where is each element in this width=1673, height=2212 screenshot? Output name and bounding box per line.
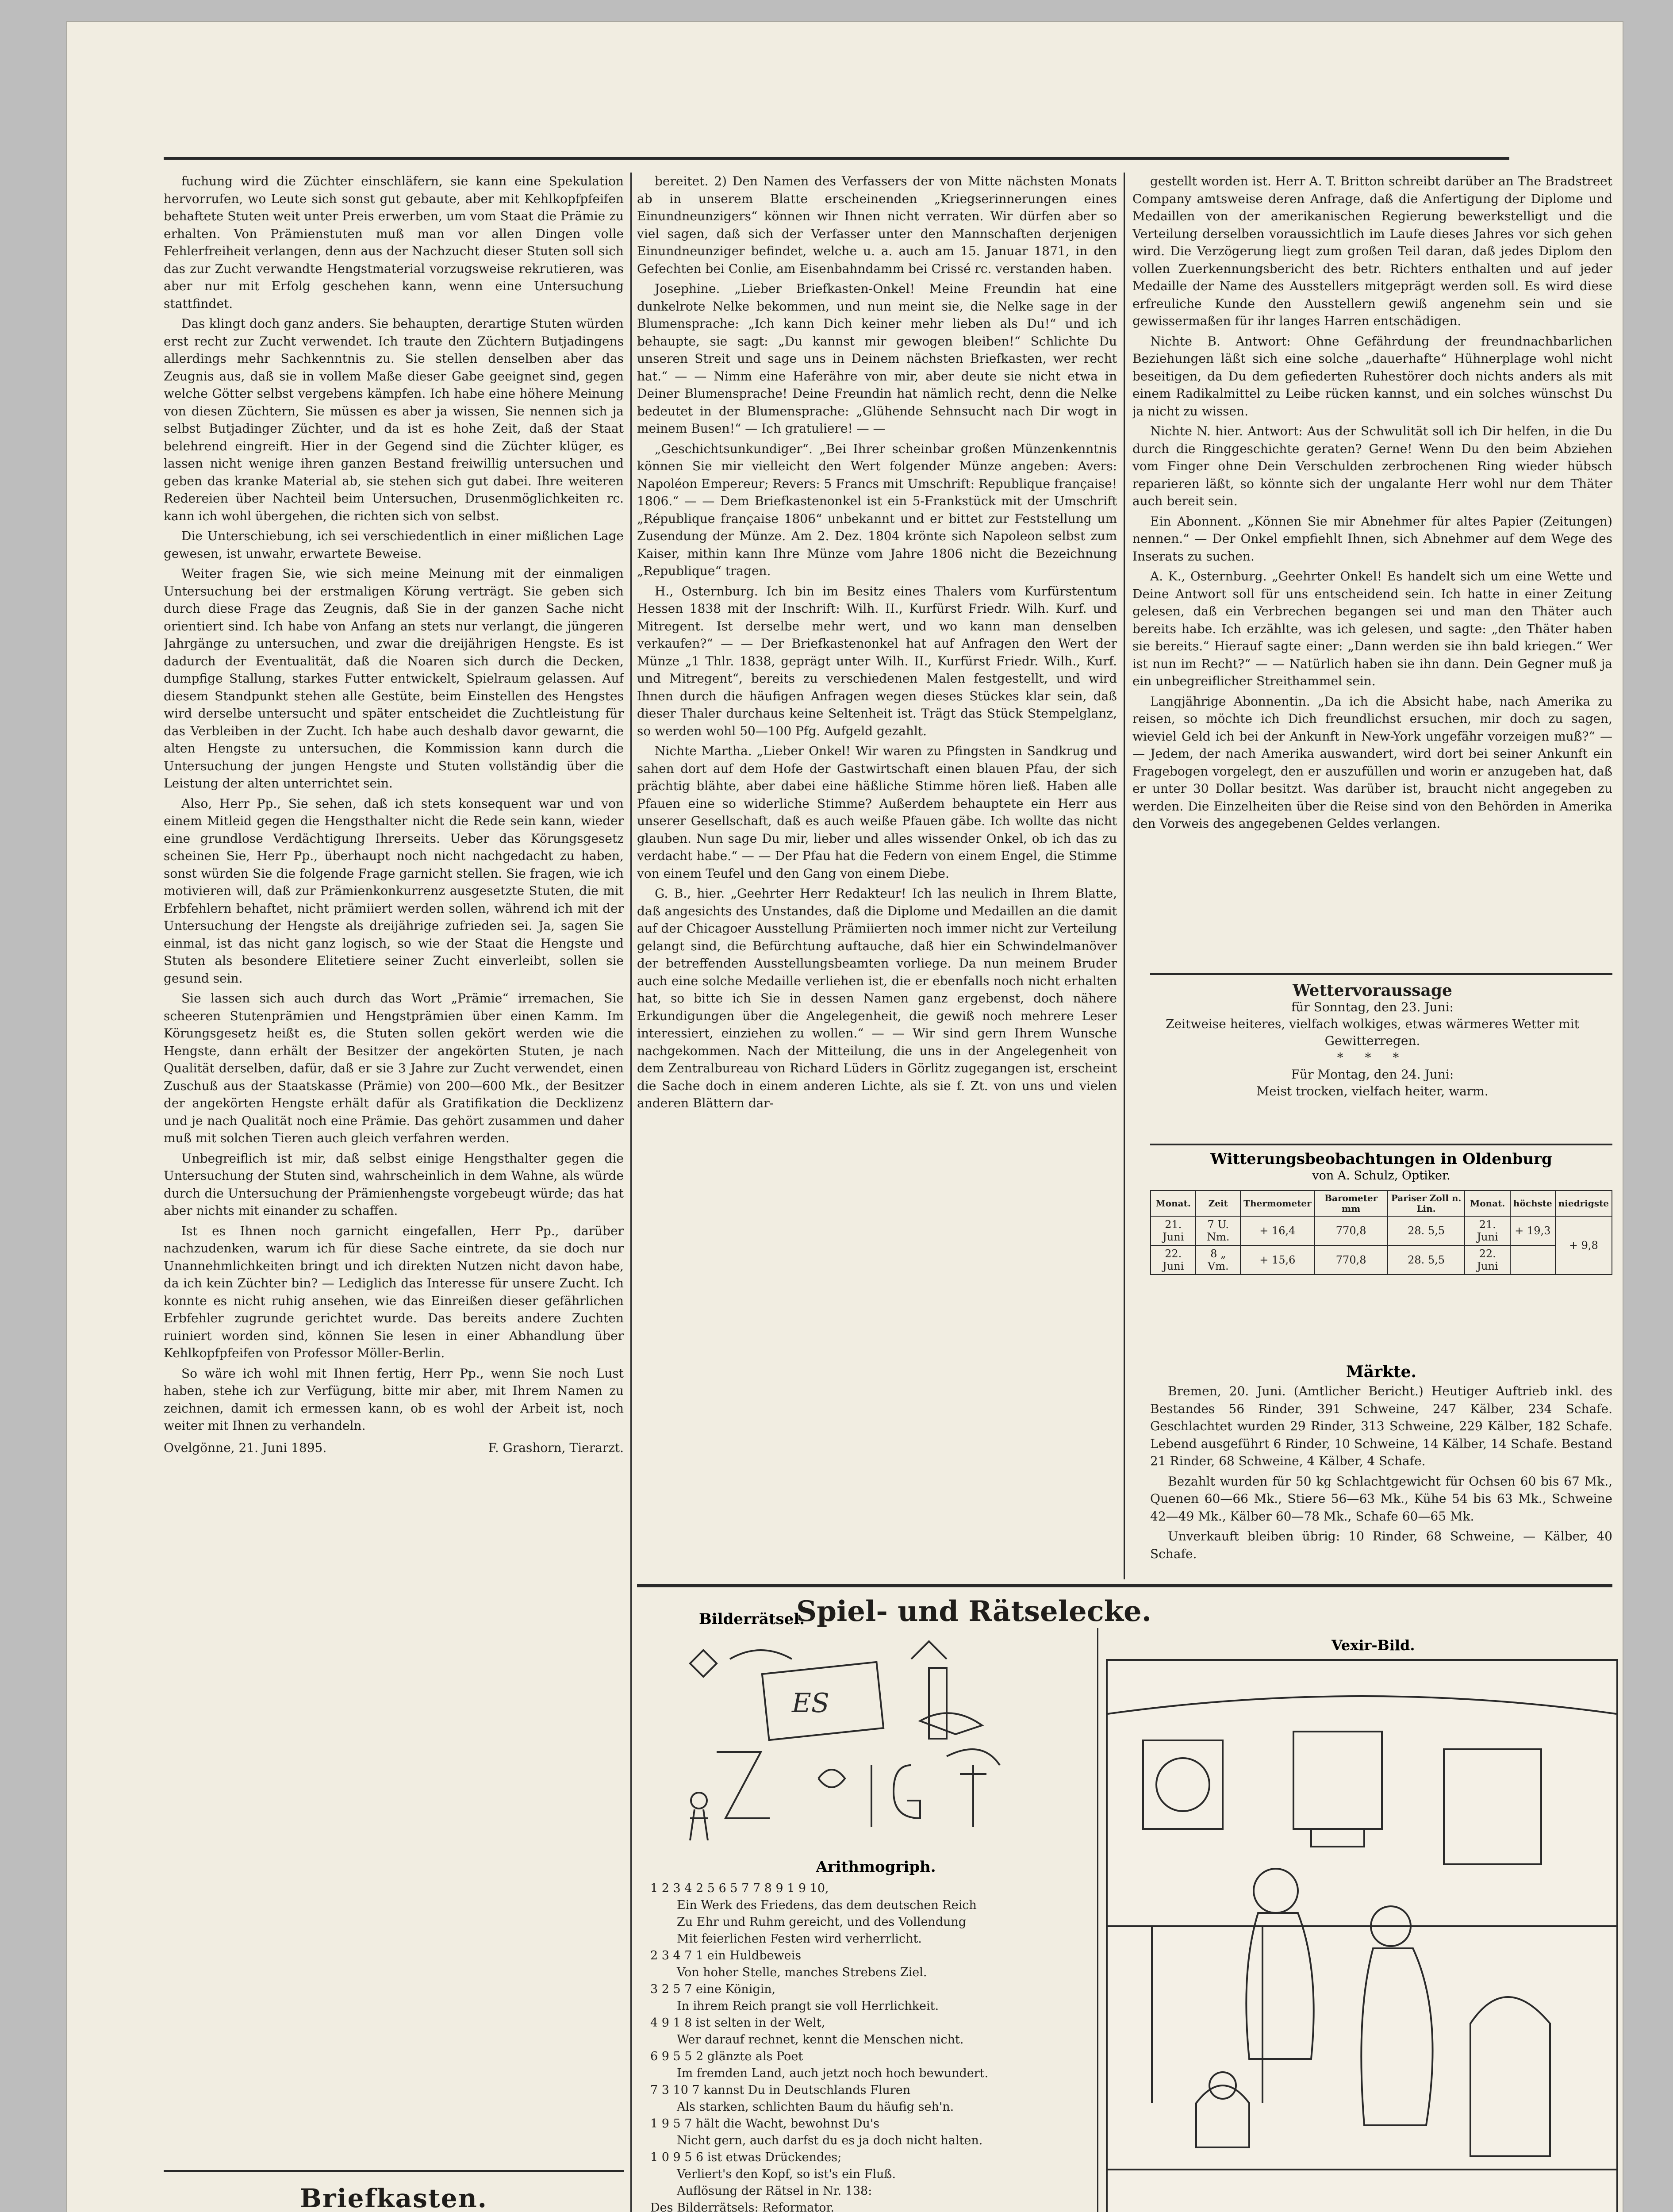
paragraph: Bezahlt wurden für 50 kg Schlachtgewicht für Ochsen 60 bis 67 Mk., Quenen 60—66 Mk., Stiere 56—63 Mk., Kühe 54 bis 63 Mk., Schweine 42—49 Mk., Kälber 60—78 Mk., Schafe 60—65 Mk. (1150, 1474, 1612, 1524)
paragraph: Nichte B. Antwort: Ohne Gefährdung der freundnachbarlichen Beziehungen läßt sich eine solche „dauerhafte“ Hühnerplage wohl nicht beseitigen, da Du dem gefiederten Ruhestörer doch nichts anders als mit einem Radikalmittel zu Leibe rücken kannst, und ein solches wünschst Du ja nicht zu wissen. (1132, 334, 1612, 419)
paragraph: Ist es Ihnen noch garnicht eingefallen, Herr Pp., darüber nachzudenken, warum ich für diese Sache eintrete, da sie doch nur Unannehmlichkeiten bringt und ich direkten Nutzen nicht davon habe, da ich kein Züchter bin? — Lediglich das Interesse für unsere Zucht. Ich konnte es nicht ruhig ansehen, wie das Einreißen dieser gefährlichen Erbfehler zugrunde gerichtet wurde. Das bereits andere Zuchten ruiniert worden sind, können Sie lesen in einer Abhandlung über Kehlkopfpfeifen von Professor Möller-Berlin. (164, 1223, 624, 1360)
observations-subtitle: von A. Schulz, Optiker. (1312, 1169, 1450, 1183)
paragraph: So wäre ich wohl mit Ihnen fertig, Herr Pp., wenn Sie noch Lust haben, stehe ich zur Verfügung, bitte mir aber, mit Ihrem Namen zu zeichnen, damit ich ermessen kann, ob es wohl der Arbeit ist, noch weiter mit Ihnen zu verhandeln. (164, 1366, 624, 1433)
paragraph: Josephine. „Lieber Briefkasten-Onkel! Meine Freundin hat eine dunkelrote Nelke bekommen, und nun meint sie, die Nelke sage in der Blumensprache: „Ich kann Dich keiner mehr lieben als Du!“ und ich behaupte, sie sagt: „Du kannst mir gewogen bleiben!“ Schlichte Du unseren Streit und sage uns in Deinem nächsten Briefkasten, wer recht hat.“ — — Nimm eine Haferähre von mir, aber deute sie nicht etwa in Deiner Blumensprache! Deine Freundin hat nämlich recht, denn die Nelke bedeutet in der Blumensprache: „Glühende Sehnsucht nach Dir wogt in meinem Busen!“ — Ich gratuliere! — — (637, 281, 1117, 436)
weather-title: Wettervoraussage (1293, 981, 1452, 1000)
signature-name: F. Grashorn, Tierarzt. (488, 1440, 624, 1455)
paragraph: A. K., Osternburg. „Geehrter Onkel! Es handelt sich um eine Wette und Deine Antwort soll für uns entscheidend sein. Ich hatte in einer Zeitung gelesen, daß ein Verbrechen begangen sei und man den Thäter auch bereits habe. Ich erzählte, was ich gelesen, und sagte: „den Thäter haben sie bereits.“ Hierauf sagte einer: „Dann werden sie ihn bald kriegen.“ Wer ist nun im Recht?“ — — Natürlich haben sie ihn dann. Dein Gegner muß ja ein unbegreiflicher Streithammel sein. (1132, 569, 1612, 688)
table-cell: + 16,4 (1240, 1216, 1315, 1245)
table-header: Pariser Zoll n. Lin. (1388, 1190, 1465, 1216)
rebus-illustration (664, 1632, 1026, 1854)
puzzle-line: 6 9 5 5 2 glänzte als Poet (650, 2050, 803, 2063)
paragraph: Bremen, 20. Juni. (Amtlicher Bericht.) Heutiger Auftrieb inkl. des Bestandes 56 Rinder, 391 Schweine, 247 Kälber, 234 Schafe. Geschlachtet wurden 29 Rinder, 313 Schweine, 229 Kälber, 182 Schafe. Lebend ausgeführt 6 Rinder, 10 Schweine, 14 Kälber, 14 Schafe. Bestand 21 Rinder, 68 Schweine, 4 Kälber, 4 Schafe. (1150, 1384, 1612, 1468)
table-cell: 770,8 (1315, 1216, 1388, 1245)
paragraph: Langjährige Abonnentin. „Da ich die Absicht habe, nach Amerika zu reisen, so möchte ich Dich freundlichst ersuchen, mir doch zu sagen, wieviel Geld ich bei der Ankunft in New-York ungefähr vorzeigen muß?“ — — Jedem, der nach Amerika auswandert, wird dort bei seiner Ankunft ein Fragebogen vorgelegt, den er auszufüllen und worin er anzugeben hat, daß er unter 30 Dollar besitzt. Was darüber ist, braucht nicht angegeben zu werden. Die Einzelheiten über die Reise sind von den Behörden in Amerika den Vorweis des angegebenen Geldes verlangen. (1132, 694, 1612, 831)
paragraph: Nichte N. hier. Antwort: Aus der Schwulität soll ich Dir helfen, in die Du durch die Ringgeschichte geraten? Gerne! Wenn Du den beim Abziehen vom Finger ohne Dein Verschulden zerbrochenen Ring wieder hübsch reparieren läßt, so könnte sich der ungalante Herr wohl nur dem Thäter auch bereit sein. (1132, 424, 1612, 508)
table-cell: 22. Juni (1151, 1245, 1196, 1275)
paragraph: Die Unterschiebung, ich sei verschiedentlich in einer mißlichen Lage gewesen, ist unwahr, erwartete Beweise. (164, 529, 624, 561)
column-divider (1124, 173, 1125, 1579)
paragraph: fuchung wird die Züchter einschläfern, sie kann eine Spekulation hervorrufen, wo Leute sich sonst gut gebaute, aber mit Kehlkopfpfeifen behaftete Stuten weit unter Preis erwerben, um vom Staat die Prämie zu erhalten. Von Prämienstuten muß man vor allen Dingen volle Fehlerfreiheit verlangen, denn aus der Nachzucht dieser Stuten soll sich das zur Zucht verwandte Hengstmaterial vorzugsweise rekrutieren, was aber nur mit Erfolg geschehen kann, wenn eine Untersuchung stattfindet. (164, 174, 624, 311)
table-cell: 28. 5,5 (1388, 1245, 1465, 1275)
table-cell: 8 „ Vm. (1196, 1245, 1240, 1275)
table-cell: 770,8 (1315, 1245, 1388, 1275)
puzzle-line: Verliert's den Kopf, so ist's ein Fluß. (677, 2167, 896, 2181)
table-header: höchste (1510, 1190, 1555, 1216)
puzzle-line: Von hoher Stelle, manches Strebens Ziel. (677, 1966, 927, 1979)
table-cell: + 9,8 (1555, 1216, 1612, 1275)
paragraph: Ein Abonnent. „Können Sie mir Abnehmer für altes Papier (Zeitungen) nennen.“ — Der Onkel empfiehlt Ihnen, sich Abnehmer auf dem Wege des Inserats zu suchen. (1132, 514, 1612, 564)
puzzle-line: 7 3 10 7 kannst Du in Deutschlands Fluren (650, 2083, 911, 2097)
top-rule (164, 157, 1509, 160)
puzzle-line: Auflösung der Rätsel in Nr. 138: (677, 2184, 872, 2198)
puzzle-line: Wer darauf rechnet, kennt die Menschen nicht. (677, 2033, 964, 2047)
weather-stars: * * * (1337, 1050, 1408, 1065)
puzzle-line: 3 2 5 7 eine Königin, (650, 1982, 776, 1996)
table-header: Monat. (1151, 1190, 1196, 1216)
puzzle-line: Nicht gern, auch darfst du es ja doch nicht halten. (677, 2134, 983, 2147)
vexierbild-label: Vexir-Bild. (1331, 1637, 1415, 1654)
maerkte-title: Märkte. (1346, 1363, 1417, 1381)
paragraph: Weiter fragen Sie, wie sich meine Meinung mit der einmaligen Untersuchung bei der erstmaligen Körung verträgt. Sie geben sich durch diese Frage das Zeugnis, daß Sie in der ganzen Sache nicht orientiert sind. Ich habe von Anfang an stets nur verlangt, die jüngeren Jahrgänge zu untersuchen, und zwar die dreijährigen Hengste. Es ist dadurch der Eventualität, daß die Noaren sich durch die Decken, dumpfige Stallung, starkes Futter entwickelt, Spielraum gelassen. Auf diesem Standpunkt stehen alle Gestüte, beim Einstellen des Hengstes wird derselbe untersucht und später entscheidet die Zuchtleistung für das Verbleiben in der Zucht. Ich habe auch deshalb davor gewarnt, die alten Hengste zu untersuchen, die Kommission kann durch die Untersuchung der jungen Hengste und Stuten vollständig über die Leistung der alten unterrichtet sein. (164, 566, 624, 791)
svg-text:ES: ES (792, 1688, 829, 1719)
table-cell: 7 U. Nm. (1196, 1216, 1240, 1245)
observations-table (1150, 1190, 1612, 1275)
briefkasten-title: Briefkasten. (300, 2183, 487, 2212)
table-header: Thermometer (1240, 1190, 1315, 1216)
table-header: niedrigste (1555, 1190, 1612, 1216)
observations-title: Witterungsbeobachtungen in Oldenburg (1210, 1150, 1552, 1168)
puzzle-line: Mit feierlichen Festen wird verherrlicht. (677, 1932, 922, 1946)
signature-place: Ovelgönne, 21. Juni 1895. (164, 1440, 327, 1455)
table-cell: + 15,6 (1240, 1245, 1315, 1275)
paragraph: „Geschichtsunkundiger“. „Bei Ihrer scheinbar großen Münzenkenntnis können Sie mir vielleicht den Wert folgender Münze angeben: Avers: Napoléon Empereur; Revers: 5 Francs mit Umschrift: Republique française! 1806.“ — — Dem Briefkastenonkel ist ein 5-Frankstück mit der Umschrift „République française 1806“ unbekannt und er bittet zur Feststellung um Zusendung der Münze. Am 2. Dez. 1804 krönte sich Napoleon selbst zum Kaiser, mithin kann Ihre Münze vom Jahre 1806 nicht die Bezeichnung „Republique“ tragen. (637, 441, 1117, 578)
table-header: Zeit (1196, 1190, 1240, 1216)
arithmogriph-text (650, 1880, 1101, 2212)
weather-line: für Sonntag, den 23. Juni: (1291, 1000, 1454, 1014)
paragraph: Unbegreiflich ist mir, daß selbst einige Hengsthalter gegen die Untersuchung der Stuten sind, wahrscheinlich in dem Wahne, als würde durch die Untersuchung der Prämienhengste vorgebeugt würde; das hat aber nichts mit einander zu schaffen. (164, 1151, 624, 1218)
paragraph: Nichte Martha. „Lieber Onkel! Wir waren zu Pfingsten in Sandkrug und sahen dort auf dem Hofe der Gastwirtschaft einen blauen Pfau, der sich prächtig blähte, aber dabei eine häßliche Stimme hören ließ. Haben alle Pfauen eine so widerliche Stimme? Außerdem behauptete ein Herr aus unserer Gesellschaft, daß es auch weiße Pfauen gäbe. Ich wollte das nicht glauben. Nun sage Du mir, lieber und alles wissender Onkel, ob ich das zu verdacht habe.“ — — Der Pfau hat die Federn von einem Engel, die Stimme von einem Teufel und den Gang von einem Diebe. (637, 744, 1117, 881)
table-header: Monat. (1465, 1190, 1510, 1216)
table-cell: 21. Juni (1465, 1216, 1510, 1245)
weather-line: Meist trocken, vielfach heiter, warm. (1256, 1084, 1489, 1098)
column-2 (637, 173, 1117, 1562)
weather-forecast (1132, 982, 1612, 1100)
signature (164, 1439, 624, 1457)
table-cell: 28. 5,5 (1388, 1216, 1465, 1245)
table-header: Barometer mm (1315, 1190, 1388, 1216)
column-1 (164, 173, 624, 2150)
paragraph: H., Osternburg. Ich bin im Besitz eines Thalers vom Kurfürstentum Hessen 1838 mit der Inschrift: Wilh. II., Kurfürst Friedr. Wilh. Kurf. und Mitregent. Ist derselbe mehr wert, und wo kann man denselben verkaufen?“ — — Der Briefkastenonkel hat auf Anfragen den Wert der Münze „1 Thlr. 1838, geprägt unter Wilh. II., Kurfürst Friedr. Wilh., Kurf. und Mitregent“, bereits zu verschiedenen Malen festgestellt, und wird Ihnen durch die häufigen Anfragen wegen dieses Stückes klar sein, daß dieser Thaler durchaus keine Seltenheit ist. Trägt das Stück Stempelglanz, so werden wohl 50—100 Pfg. Aufgeld gezahlt. (637, 584, 1117, 738)
section-rule (1150, 973, 1612, 975)
paragraph: Sie lassen sich auch durch das Wort „Prämie“ irremachen, Sie scheeren Stutenprämien und Hengstprämien über einen Kamm. Im Körungsgesetz heißt es, die Stuten sollen gekört werden wie die Hengste, dann erhält der Besitzer der angekörten Stuten, je nach Qualität derselben, dafür, daß er sie 3 Jahre zur Zucht verwendet, einen Zuschuß aus der Staatskasse (Prämie) von 200—600 Mk., der Besitzer der angekörten Hengste erhält dafür als Gratifikation die Decklizenz und je nach Qualität noch eine Prämie. Das gehört zusammen und daher muß mit solchen Tieren auch gleich verfahren werden. (164, 991, 624, 1145)
puzzle-line: 2 3 4 7 1 ein Huldbeweis (650, 1949, 802, 1962)
weather-line: Für Montag, den 24. Juni: (1291, 1067, 1454, 1082)
vexierbild-illustration (1106, 1659, 1618, 2212)
puzzle-line: Ein Werk des Friedens, das dem deutschen Reich (677, 1898, 977, 1912)
puzzle-line: Im fremden Land, auch jetzt noch hoch bewundert. (677, 2066, 989, 2080)
table-row (1151, 1216, 1612, 1245)
puzzle-heading: Spiel- und Rätselecke. (796, 1595, 1152, 1628)
puzzle-line: Zu Ehr und Ruhm gereicht, und des Vollendung (677, 1915, 967, 1929)
table-cell: + 19,3 (1510, 1216, 1555, 1245)
table-cell (1510, 1245, 1555, 1275)
section-rule (164, 2170, 624, 2172)
section-rule (637, 1584, 1612, 1587)
puzzle-line: 4 9 1 8 ist selten in der Welt, (650, 2016, 825, 2030)
paragraph: gestellt worden ist. Herr A. T. Britton schreibt darüber an The Bradstreet Company amtsweise deren Anfrage, daß die Anfertigung der Diplome und Medaillen von der amerikanischen Regierung bewerkstelligt und die Verteilung derselben voraussichtlich im Laufe dieses Jahres vor sich gehen wird. Die Verzögerung liegt zum großen Teil daran, daß jedes Diplom den vollen Zuerkennungsbericht des betr. Richters enthalten und auf jeder Medaille der Name des Ausstellers mitgeprägt werden soll. Es wird diese erfreuliche Kunde den Ausstellern gewiß angenehm sein und sie gewissermaßen für ihr langes Harren entschädigen. (1132, 174, 1612, 328)
puzzle-line: Als starken, schlichten Baum du häufig seh'n. (677, 2100, 954, 2114)
section-rule (1150, 1144, 1612, 1145)
table-cell: 21. Juni (1151, 1216, 1196, 1245)
paragraph: bereitet. 2) Den Namen des Verfassers der von Mitte nächsten Monats ab in unserem Blatte erscheinenden „Kriegserinnerungen eines Einundneunzigers“ können wir Ihnen nicht verraten. Wir dürfen aber so viel sagen, daß sich der Verfasser unter den Mannschaften derjenigen Einundneunziger befindet, welche u. a. auch am 15. Januar 1871, in den Gefechten bei Conlie, am Eisenbahndamm bei Crissé rc. verstanden haben. (637, 174, 1117, 276)
puzzle-line: Des Bilderrätsels: Reformator. (650, 2201, 834, 2212)
paragraph: G. B., hier. „Geehrter Herr Redakteur! Ich las neulich in Ihrem Blatte, daß angesichts des Unstandes, daß die Diplome und Medaillen an die damit auf der Chicagoer Ausstellung Prämiierten noch immer nicht zur Verteilung gelangt sind, die Befürchtung auftauche, daß hier ein Schwindelmanöver der betreffenden Ausstellungsbeamten vorliege. Da nun meinem Bruder auch eine solche Medaille verliehen ist, die er ebenfalls noch nicht erhalten hat, so bitte ich Sie in dessen Namen ganz ergebenst, doch nähere Erkundigungen über die Angelegenheit, die gewiß noch mehrere Leser interessiert, einziehen zu wollen.“ — — Wir sind gern Ihrem Wunsche nachgekommen. Nach der Mitteilung, die uns in der Angelegenheit von dem Zentralbureau von Richard Lüders in Görlitz zugegangen ist, erscheint die Sache doch in einem anderen Lichte, als sie f. Zt. von uns und vielen anderen Blättern dar- (637, 886, 1117, 1110)
paragraph: Also, Herr Pp., Sie sehen, daß ich stets konsequent war und von einem Mitleid gegen die Hengsthalter nicht die Rede sein kann, wieder eine grundlose Verdächtigung Ihrerseits. Ueber das Körungsgesetz scheinen Sie, Herr Pp., überhaupt noch nicht nachgedacht zu haben, sonst würden Sie die folgende Frage garnicht stellen. Sie fragen, wie ich motivieren will, daß zur Prämienkonkurrenz ausgesetzte Stuten, die mit Erbfehlern behaftet, nicht prämiiert werden sollen, während ich mit der Untersuchung der Hengste als dreijährige zufrieden sei. Ja, sagen Sie einmal, ist das nicht ganz logisch, so wie der Staat die Hengste und Stuten als besondere Elitetiere seiner Zucht einverleibt, sollen sie gesund sein. (164, 796, 624, 986)
table-cell: 22. Juni (1465, 1245, 1510, 1275)
paragraph: Unverkauft bleiben übrig: 10 Rinder, 68 Schweine, — Kälber, 40 Schafe. (1150, 1529, 1612, 1561)
bilderraetsel-label: Bilderrätsel. (699, 1610, 805, 1628)
weather-line: Zeitweise heiteres, vielfach wolkiges, etwas wärmeres Wetter mit Gewitterregen. (1166, 1017, 1579, 1048)
arithmogriph-title: Arithmogriph. (816, 1858, 936, 1876)
puzzle-line: In ihrem Reich prangt sie voll Herrlichkeit. (677, 1999, 939, 2013)
table-header-row (1151, 1190, 1612, 1216)
column-3 (1132, 173, 1612, 1110)
paragraph: Das klingt doch ganz anders. Sie behaupten, derartige Stuten würden erst recht zur Zucht verwendet. Ich traute den Züchtern Butjadingens allerdings mehr Sachkenntnis zu. Sie stellen denselben aber das Zeugnis aus, daß sie in vollem Maße dieser Gabe geeignet sind, gegen welche Götter selbst vergebens kämpfen. Ich habe eine höhere Meinung von diesen Züchtern, Sie müssen es aber ja wissen, Sie nennen sich ja selbst Butjadinger Züchter, und da ist es hohe Zeit, daß der Staat belehrend eingreift. Hier in der Gegend sind die Züchter klüger, es lassen nicht wenige ihren ganzen Bestand freiwillig untersuchen und geben das kranke Material ab, sie stehen sich gut dabei. Ihre weiteren Redereien über Nachteil beim Untersuchen, Drusenmöglichkeiten rc. kann ich wohl übergehen, die richten sich von selbst. (164, 316, 624, 523)
maerkte-text (1150, 1382, 1612, 1568)
puzzle-line: 1 9 5 7 hält die Wacht, bewohnst Du's (650, 2117, 880, 2131)
puzzle-line: 1 2 3 4 2 5 6 5 7 7 8 9 1 9 10, (650, 1882, 829, 1895)
table-row (1151, 1245, 1612, 1275)
puzzle-line: 1 0 9 5 6 ist etwas Drückendes; (650, 2151, 842, 2164)
column-divider (630, 173, 632, 2212)
